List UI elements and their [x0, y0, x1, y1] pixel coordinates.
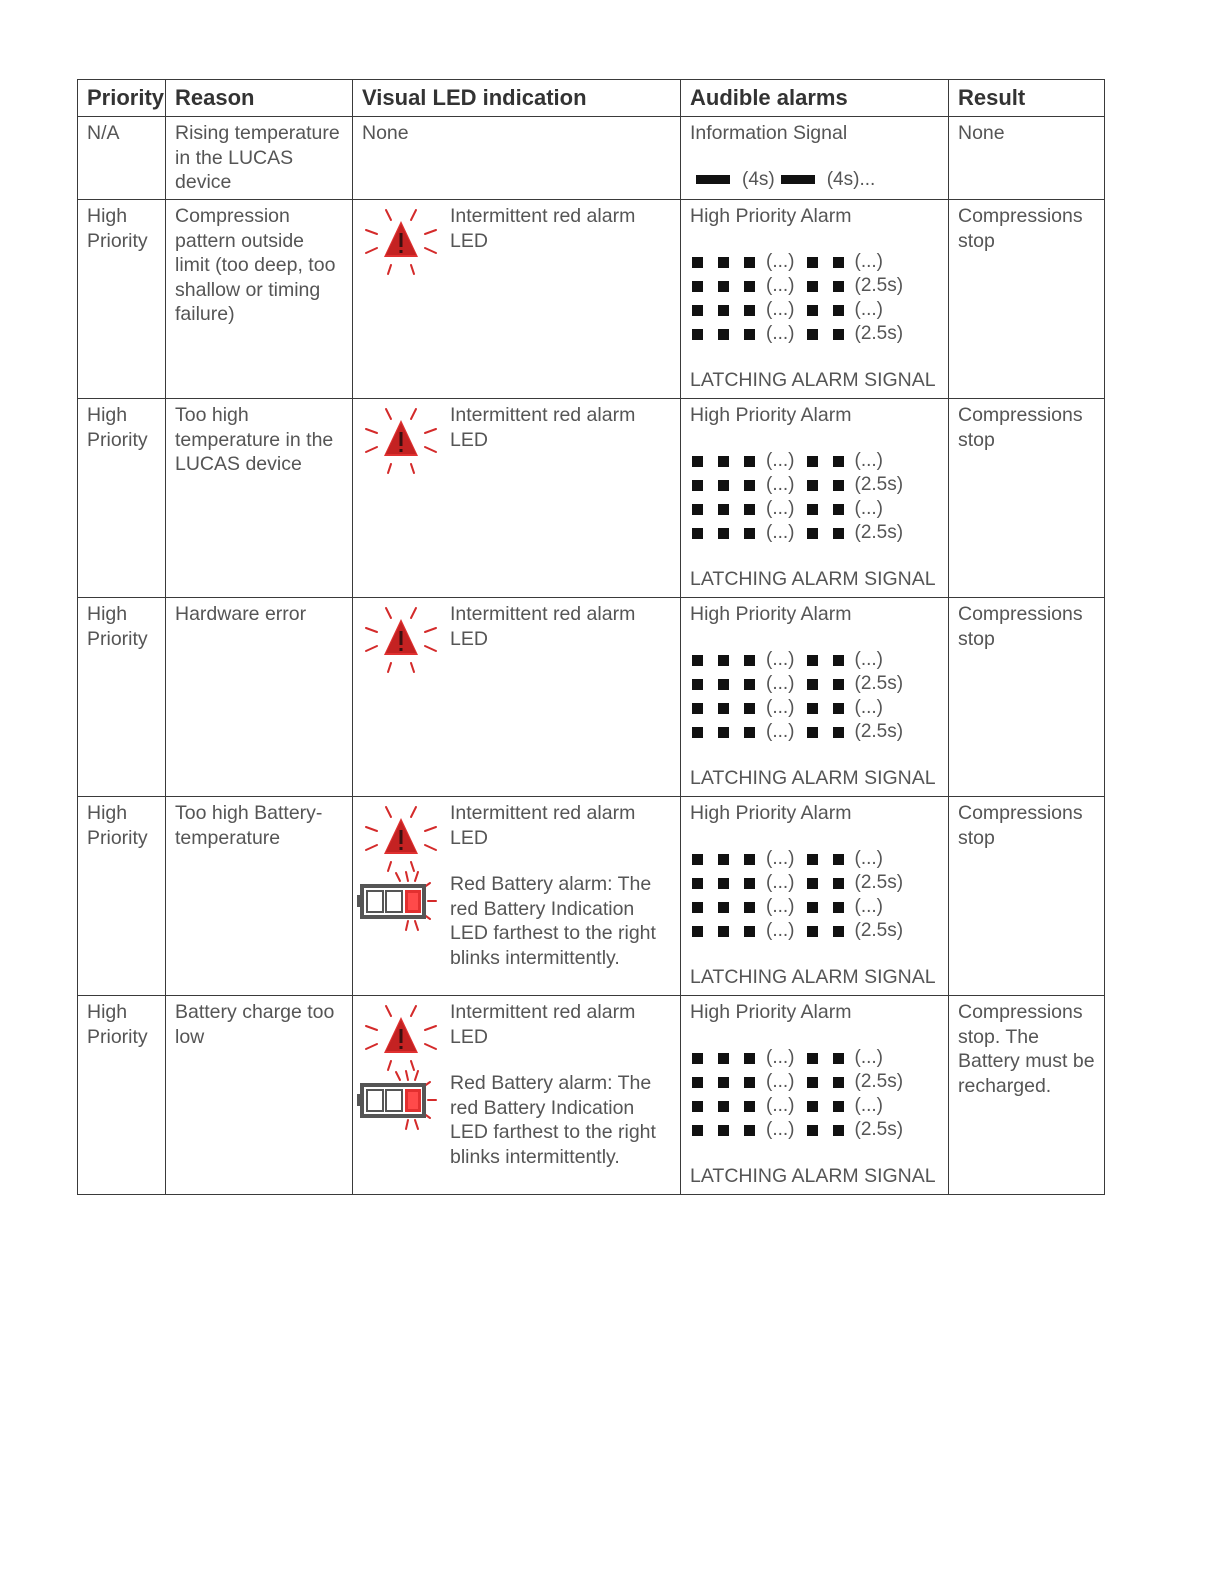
pattern-duration: (2.5s) [854, 721, 904, 743]
pattern-duration: (...) [854, 450, 883, 472]
short-beep-icon [833, 528, 844, 539]
beep-pattern-row [690, 721, 939, 745]
short-beep-icon [807, 305, 818, 316]
short-beep-icon [744, 257, 755, 268]
pattern-pause: (...) [766, 896, 795, 918]
short-beep-icon [744, 504, 755, 515]
pattern-pause: (...) [766, 522, 795, 544]
short-beep-icon [744, 679, 755, 690]
beep-pattern-row [690, 498, 939, 522]
pattern-duration: (2.5s) [854, 522, 904, 544]
pattern-duration: (...) [854, 649, 883, 671]
short-beep-icon [807, 257, 818, 268]
short-beep-icon [744, 703, 755, 714]
short-beep-icon [692, 1077, 703, 1088]
audible-title: High Priority Alarm [690, 802, 852, 824]
short-beep-icon [807, 456, 818, 467]
short-beep-icon [692, 727, 703, 738]
table-row [78, 200, 1105, 399]
led-description: Intermittent red alarm LED [450, 1001, 636, 1048]
audible-cell [681, 996, 949, 1195]
beep-pattern-row [690, 323, 939, 347]
led-cell [353, 200, 681, 399]
short-beep-icon [718, 1077, 729, 1088]
led-description: Intermittent red alarm LED [450, 603, 636, 650]
short-beep-icon [718, 329, 729, 340]
header-visual-led: Visual LED indication [353, 80, 681, 117]
led-icons [360, 204, 450, 284]
short-beep-icon [807, 902, 818, 913]
short-beep-icon [692, 305, 703, 316]
led-description: Intermittent red alarm LED [450, 404, 636, 451]
pattern-pause: (...) [766, 673, 795, 695]
pattern-pause: (...) [766, 323, 795, 345]
beep-pattern-row [690, 1119, 939, 1143]
short-beep-icon [744, 1125, 755, 1136]
info-signal-pattern [690, 168, 939, 193]
pattern-pause: (...) [766, 275, 795, 297]
short-beep-icon [744, 655, 755, 666]
pattern-duration: (...) [854, 1095, 883, 1117]
pattern-duration: (2.5s) [854, 673, 904, 695]
short-beep-icon [807, 679, 818, 690]
short-beep-icon [692, 655, 703, 666]
short-beep-icon [718, 1101, 729, 1112]
result-cell: None [949, 117, 1105, 200]
header-reason: Reason [166, 80, 353, 117]
beep-pattern-row [690, 450, 939, 474]
pattern-pause: (...) [766, 299, 795, 321]
latching-label: LATCHING ALARM SIGNAL [690, 965, 936, 988]
beep-pattern [690, 251, 939, 347]
beep-pattern-row [690, 299, 939, 323]
led-cell: None [353, 117, 681, 200]
short-beep-icon [744, 926, 755, 937]
short-beep-icon [833, 902, 844, 913]
beep-pattern-row [690, 673, 939, 697]
short-beep-icon [807, 854, 818, 865]
short-beep-icon [807, 504, 818, 515]
priority-cell: High Priority [78, 399, 166, 598]
result-cell: Compressions stop. The Battery must be recharged. [949, 996, 1105, 1195]
short-beep-icon [833, 504, 844, 515]
alarm-table [77, 79, 1105, 1195]
beep-duration: (4s)... [826, 168, 876, 190]
short-beep-icon [718, 727, 729, 738]
beep-pattern-row [690, 1071, 939, 1095]
priority-cell: High Priority [78, 996, 166, 1195]
beep-pattern-row [690, 848, 939, 872]
header-result: Result [949, 80, 1105, 117]
pattern-duration: (...) [854, 848, 883, 870]
short-beep-icon [692, 878, 703, 889]
short-beep-icon [744, 1077, 755, 1088]
led-icons [360, 403, 450, 483]
beep-pattern [690, 450, 939, 546]
short-beep-icon [744, 281, 755, 292]
audible-title: High Priority Alarm [690, 603, 852, 625]
short-beep-icon [718, 926, 729, 937]
beep-pattern-row [690, 522, 939, 546]
short-beep-icon [718, 504, 729, 515]
pattern-pause: (...) [766, 474, 795, 496]
audible-cell [681, 200, 949, 399]
result-cell: Compressions stop [949, 399, 1105, 598]
pattern-pause: (...) [766, 498, 795, 520]
audible-cell [681, 117, 949, 200]
short-beep-icon [807, 281, 818, 292]
beep-pattern-row [690, 896, 939, 920]
short-beep-icon [744, 854, 755, 865]
short-beep-icon [833, 854, 844, 865]
short-beep-icon [833, 1053, 844, 1064]
short-beep-icon [833, 1077, 844, 1088]
beep-pattern-row [690, 697, 939, 721]
pattern-pause: (...) [766, 450, 795, 472]
short-beep-icon [744, 878, 755, 889]
table-row [78, 399, 1105, 598]
pattern-pause: (...) [766, 872, 795, 894]
audible-cell [681, 797, 949, 996]
short-beep-icon [718, 1125, 729, 1136]
led-description: Intermittent red alarm LED [450, 802, 636, 849]
short-beep-icon [718, 902, 729, 913]
short-beep-icon [744, 305, 755, 316]
short-beep-icon [744, 480, 755, 491]
short-beep-icon [718, 878, 729, 889]
short-beep-icon [692, 504, 703, 515]
short-beep-icon [833, 727, 844, 738]
beep-pattern [690, 848, 939, 944]
short-beep-icon [744, 727, 755, 738]
pattern-pause: (...) [766, 1095, 795, 1117]
battery-led-description: Red Battery alarm: The red Battery Indication LED farthest to the right blinks intermittently. [450, 1072, 656, 1168]
pattern-pause: (...) [766, 697, 795, 719]
beep-duration: (4s) [742, 168, 775, 190]
pattern-pause: (...) [766, 721, 795, 743]
pattern-duration: (2.5s) [854, 323, 904, 345]
short-beep-icon [807, 1125, 818, 1136]
header-audible-alarms: Audible alarms [681, 80, 949, 117]
short-beep-icon [718, 655, 729, 666]
battery-alarm-icon [356, 1068, 442, 1132]
pattern-duration: (...) [854, 697, 883, 719]
latching-label: LATCHING ALARM SIGNAL [690, 766, 936, 789]
short-beep-icon [833, 257, 844, 268]
short-beep-icon [718, 257, 729, 268]
short-beep-icon [692, 1053, 703, 1064]
short-beep-icon [692, 1101, 703, 1112]
short-beep-icon [744, 902, 755, 913]
long-beep-icon [781, 175, 815, 184]
beep-pattern [690, 649, 939, 745]
result-cell: Compressions stop [949, 200, 1105, 399]
short-beep-icon [718, 456, 729, 467]
led-description: Intermittent red alarm LED [450, 205, 636, 252]
short-beep-icon [692, 329, 703, 340]
short-beep-icon [807, 655, 818, 666]
short-beep-icon [833, 305, 844, 316]
short-beep-icon [807, 703, 818, 714]
short-beep-icon [692, 480, 703, 491]
short-beep-icon [807, 528, 818, 539]
pattern-duration: (2.5s) [854, 474, 904, 496]
reason-cell: Too high temperature in the LUCAS device [166, 399, 353, 598]
short-beep-icon [718, 854, 729, 865]
pattern-duration: (...) [854, 896, 883, 918]
short-beep-icon [807, 1077, 818, 1088]
result-cell: Compressions stop [949, 598, 1105, 797]
beep-pattern-row [690, 275, 939, 299]
beep-pattern-row [690, 474, 939, 498]
short-beep-icon [833, 480, 844, 491]
short-beep-icon [807, 926, 818, 937]
beep-pattern-row [690, 649, 939, 673]
battery-alarm-icon [356, 869, 442, 933]
short-beep-icon [833, 281, 844, 292]
short-beep-icon [744, 456, 755, 467]
short-beep-icon [807, 329, 818, 340]
latching-label: LATCHING ALARM SIGNAL [690, 368, 936, 391]
short-beep-icon [744, 528, 755, 539]
short-beep-icon [718, 480, 729, 491]
short-beep-icon [833, 456, 844, 467]
short-beep-icon [807, 727, 818, 738]
short-beep-icon [692, 257, 703, 268]
short-beep-icon [692, 902, 703, 913]
reason-cell: Battery charge too low [166, 996, 353, 1195]
audible-title: High Priority Alarm [690, 205, 852, 227]
short-beep-icon [833, 926, 844, 937]
beep-pattern-row [690, 872, 939, 896]
pattern-duration: (...) [854, 498, 883, 520]
short-beep-icon [692, 281, 703, 292]
pattern-pause: (...) [766, 1071, 795, 1093]
short-beep-icon [718, 305, 729, 316]
short-beep-icon [807, 480, 818, 491]
pattern-pause: (...) [766, 920, 795, 942]
audible-title: High Priority Alarm [690, 1001, 852, 1023]
audible-title: High Priority Alarm [690, 404, 852, 426]
beep-pattern-row [690, 920, 939, 944]
audible-cell [681, 399, 949, 598]
short-beep-icon [692, 854, 703, 865]
beep-pattern-row [690, 251, 939, 275]
short-beep-icon [692, 528, 703, 539]
warning-triangle-icon [360, 403, 442, 483]
beep-pattern [690, 1047, 939, 1143]
short-beep-icon [744, 1053, 755, 1064]
short-beep-icon [718, 1053, 729, 1064]
led-icons [360, 801, 450, 970]
pattern-pause: (...) [766, 251, 795, 273]
audible-cell [681, 598, 949, 797]
reason-cell: Rising temperature in the LUCAS device [166, 117, 353, 200]
short-beep-icon [692, 679, 703, 690]
warning-triangle-icon [360, 602, 442, 682]
short-beep-icon [718, 679, 729, 690]
short-beep-icon [718, 281, 729, 292]
warning-triangle-icon [360, 204, 442, 284]
led-cell [353, 598, 681, 797]
pattern-duration: (2.5s) [854, 1071, 904, 1093]
header-row [78, 80, 1105, 117]
pattern-duration: (2.5s) [854, 1119, 904, 1141]
beep-pattern-row [690, 1047, 939, 1071]
beep-pattern-row [690, 1095, 939, 1119]
pattern-pause: (...) [766, 1119, 795, 1141]
table-row [78, 996, 1105, 1195]
led-icons [360, 602, 450, 682]
short-beep-icon [833, 1101, 844, 1112]
short-beep-icon [833, 878, 844, 889]
short-beep-icon [833, 679, 844, 690]
pattern-pause: (...) [766, 848, 795, 870]
short-beep-icon [833, 329, 844, 340]
short-beep-icon [692, 926, 703, 937]
reason-cell: Compression pattern outside limit (too deep, too shallow or timing failure) [166, 200, 353, 399]
reason-cell: Hardware error [166, 598, 353, 797]
pattern-duration: (...) [854, 1047, 883, 1069]
pattern-pause: (...) [766, 1047, 795, 1069]
long-beep-icon [696, 175, 730, 184]
pattern-pause: (...) [766, 649, 795, 671]
latching-label: LATCHING ALARM SIGNAL [690, 1164, 936, 1187]
short-beep-icon [692, 703, 703, 714]
short-beep-icon [807, 1053, 818, 1064]
latching-label: LATCHING ALARM SIGNAL [690, 567, 936, 590]
priority-cell: High Priority [78, 598, 166, 797]
short-beep-icon [833, 655, 844, 666]
priority-cell: High Priority [78, 200, 166, 399]
audible-title: Information Signal [690, 122, 848, 144]
priority-cell: High Priority [78, 797, 166, 996]
result-cell: Compressions stop [949, 797, 1105, 996]
reason-cell: Too high Battery-temperature [166, 797, 353, 996]
pattern-duration: (2.5s) [854, 275, 904, 297]
pattern-duration: (2.5s) [854, 872, 904, 894]
table-row [78, 117, 1105, 200]
short-beep-icon [692, 1125, 703, 1136]
pattern-duration: (...) [854, 251, 883, 273]
pattern-duration: (...) [854, 299, 883, 321]
led-icons [360, 1000, 450, 1169]
pattern-duration: (2.5s) [854, 920, 904, 942]
table-row [78, 598, 1105, 797]
battery-led-description: Red Battery alarm: The red Battery Indication LED farthest to the right blinks intermittently. [450, 873, 656, 969]
led-cell [353, 399, 681, 598]
priority-cell: N/A [78, 117, 166, 200]
header-priority: Priority [78, 80, 166, 117]
led-cell [353, 996, 681, 1195]
short-beep-icon [807, 878, 818, 889]
short-beep-icon [807, 1101, 818, 1112]
short-beep-icon [833, 1125, 844, 1136]
short-beep-icon [744, 1101, 755, 1112]
short-beep-icon [718, 703, 729, 714]
short-beep-icon [744, 329, 755, 340]
short-beep-icon [718, 528, 729, 539]
short-beep-icon [833, 703, 844, 714]
led-cell [353, 797, 681, 996]
table-row [78, 797, 1105, 996]
short-beep-icon [692, 456, 703, 467]
